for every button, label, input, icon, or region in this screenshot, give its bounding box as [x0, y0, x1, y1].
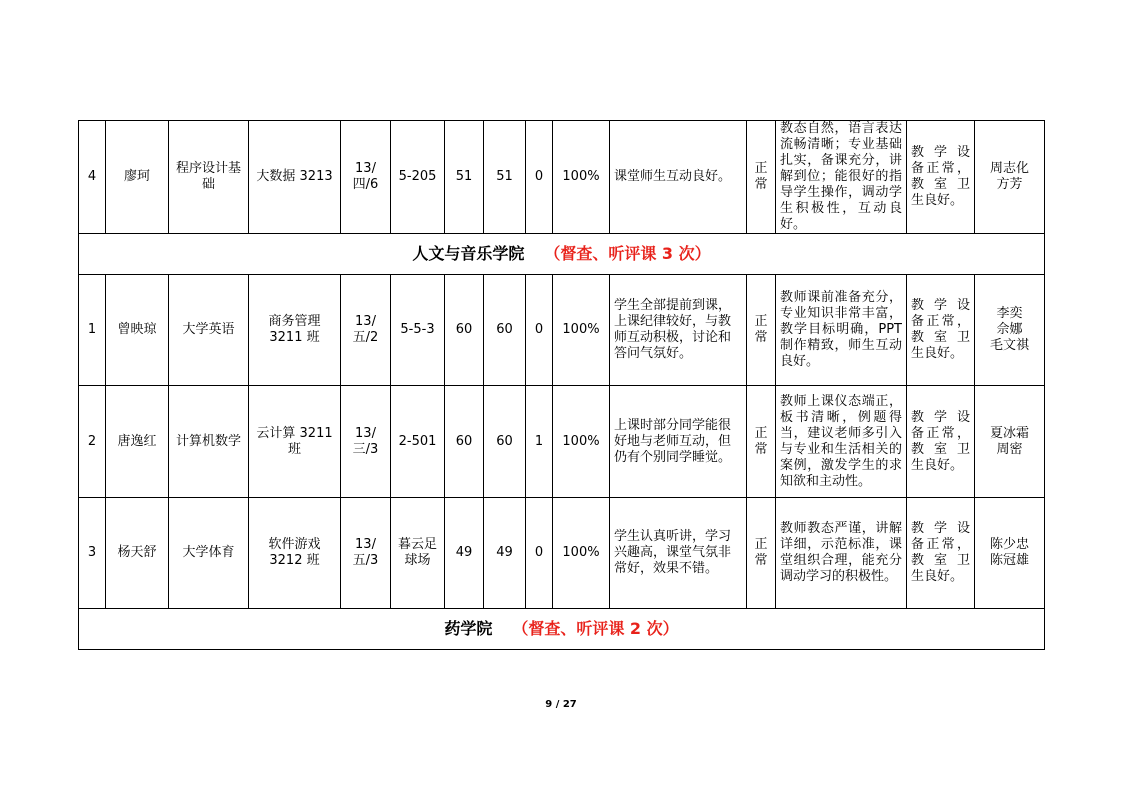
supervision-table [78, 120, 1045, 650]
absent-count: 1 [526, 386, 553, 498]
attendance-rate: 100% [553, 498, 610, 609]
row-number: 3 [79, 498, 106, 609]
teaching-status: 正常 [747, 498, 776, 609]
expected-count: 51 [445, 121, 484, 234]
teaching-status: 正常 [747, 121, 776, 234]
classroom: 2-501 [391, 386, 445, 498]
inspectors: 夏冰霜 周密 [975, 386, 1045, 498]
absent-count: 0 [526, 121, 553, 234]
teacher-name: 唐逸红 [106, 386, 169, 498]
teacher-comment: 教态自然，语言表达流畅清晰；专业基础扎实，备课充分，讲解到位；能很好的指导学生操作，调动学生积极性，互动良好。 [776, 121, 907, 234]
table-row [79, 498, 1045, 609]
equipment-status: 教 学 设 备正常，教 室 卫生良好。 [907, 275, 975, 386]
classroom: 5-205 [391, 121, 445, 234]
expected-count: 60 [445, 386, 484, 498]
section-header [79, 234, 1045, 275]
class-name: 软件游戏3212 班 [249, 498, 341, 609]
section-title: 药学院 [444, 619, 493, 638]
inspectors: 周志化 方芳 [975, 121, 1045, 234]
class-date: 13/三/3 [341, 386, 391, 498]
course-name: 大学体育 [169, 498, 249, 609]
expected-count: 49 [445, 498, 484, 609]
row-number: 1 [79, 275, 106, 386]
absent-count: 0 [526, 275, 553, 386]
student-feedback: 学生全部提前到课，上课纪律较好，与教师互动积极，讨论和答问气氛好。 [610, 275, 747, 386]
class-name: 大数据 3213 [249, 121, 341, 234]
table-row [79, 386, 1045, 498]
class-date: 13/五/2 [341, 275, 391, 386]
teaching-status: 正常 [747, 386, 776, 498]
attendance-rate: 100% [553, 386, 610, 498]
attendance-rate: 100% [553, 121, 610, 234]
table-row [79, 275, 1045, 386]
section-title: 人文与音乐学院 [412, 244, 525, 263]
class-date: 13/四/6 [341, 121, 391, 234]
classroom: 5-5-3 [391, 275, 445, 386]
class-name: 商务管理3211 班 [249, 275, 341, 386]
page-number: 9 / 27 [545, 699, 577, 710]
course-name: 程序设计基础 [169, 121, 249, 234]
inspectors: 李奕 佘娜 毛文祺 [975, 275, 1045, 386]
teaching-status: 正常 [747, 275, 776, 386]
row-number: 4 [79, 121, 106, 234]
inspectors: 陈少忠 陈冠雄 [975, 498, 1045, 609]
teacher-comment: 教师教态严谨，讲解详细，示范标准，课堂组织合理，能充分调动学习的积极性。 [776, 498, 907, 609]
teacher-name: 杨天舒 [106, 498, 169, 609]
course-name: 计算机数学 [169, 386, 249, 498]
course-name: 大学英语 [169, 275, 249, 386]
equipment-status: 教 学 设 备正常，教 室 卫生良好。 [907, 498, 975, 609]
expected-count: 60 [445, 275, 484, 386]
absent-count: 0 [526, 498, 553, 609]
equipment-status: 教 学 设 备正常，教 室 卫生良好。 [907, 386, 975, 498]
teacher-name: 廖珂 [106, 121, 169, 234]
teacher-comment: 教师上课仪态端正，板书清晰，例题得当，建议老师多引入与专业和生活相关的案例，激发学生的求知欲和主动性。 [776, 386, 907, 498]
section-note: （督查、听评课 3 次） [544, 244, 711, 263]
student-feedback: 课堂师生互动良好。 [610, 121, 747, 234]
table-row [79, 121, 1045, 234]
section-note: （督查、听评课 2 次） [512, 619, 679, 638]
teacher-comment: 教师课前准备充分，专业知识非常丰富，教学目标明确，PPT 制作精致，师生互动良好。 [776, 275, 907, 386]
equipment-status: 教 学 设 备正常，教 室 卫生良好。 [907, 121, 975, 234]
actual-count: 60 [484, 275, 526, 386]
student-feedback: 学生认真听讲，学习兴趣高，课堂气氛非常好，效果不错。 [610, 498, 747, 609]
actual-count: 49 [484, 498, 526, 609]
section-header [79, 609, 1045, 650]
actual-count: 51 [484, 121, 526, 234]
classroom: 暮云足球场 [391, 498, 445, 609]
row-number: 2 [79, 386, 106, 498]
attendance-rate: 100% [553, 275, 610, 386]
teacher-name: 曾映琼 [106, 275, 169, 386]
student-feedback: 上课时部分同学能很好地与老师互动，但仍有个别同学睡觉。 [610, 386, 747, 498]
class-date: 13/五/3 [341, 498, 391, 609]
class-name: 云计算 3211 班 [249, 386, 341, 498]
actual-count: 60 [484, 386, 526, 498]
